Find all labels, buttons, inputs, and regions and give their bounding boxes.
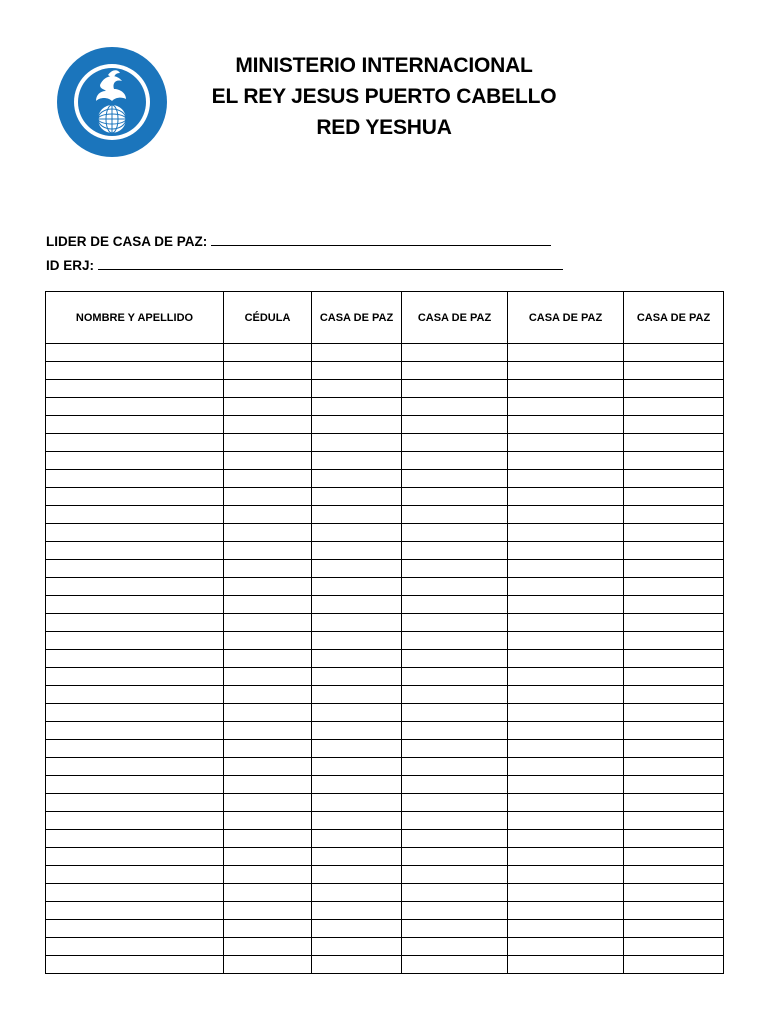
table-cell[interactable] [624,668,724,686]
table-row [46,344,724,362]
table-cell[interactable] [224,578,312,596]
table-cell[interactable] [508,398,624,416]
table-cell[interactable] [224,542,312,560]
roster-table [45,291,724,974]
table-row [46,362,724,380]
table-row [46,668,724,686]
header-casa-de-paz-3: CASA DE PAZ [508,292,624,344]
table-row [46,488,724,506]
table-cell[interactable] [402,704,508,722]
table-cell[interactable] [46,398,224,416]
table-cell[interactable] [624,614,724,632]
table-row [46,830,724,848]
table-cell[interactable] [402,902,508,920]
table-cell[interactable] [508,830,624,848]
table-cell[interactable] [224,830,312,848]
table-cell[interactable] [46,596,224,614]
table-cell[interactable] [312,866,402,884]
table-cell[interactable] [224,704,312,722]
table-cell[interactable] [624,722,724,740]
table-row [46,758,724,776]
table-cell[interactable] [624,830,724,848]
table-cell[interactable] [224,362,312,380]
table-cell[interactable] [224,884,312,902]
table-cell[interactable] [312,596,402,614]
table-cell[interactable] [508,686,624,704]
table-cell[interactable] [508,866,624,884]
table-row [46,740,724,758]
table-row [46,560,724,578]
title-line-2: EL REY JESUS PUERTO CABELLO [211,85,557,108]
table-row [46,920,724,938]
table-cell[interactable] [312,668,402,686]
table-row [46,776,724,794]
table-row [46,866,724,884]
table-cell[interactable] [312,758,402,776]
table-cell[interactable] [508,956,624,974]
table-cell[interactable] [46,362,224,380]
table-cell[interactable] [402,380,508,398]
table-cell[interactable] [46,578,224,596]
table-cell[interactable] [402,650,508,668]
table-cell[interactable] [224,524,312,542]
table-cell[interactable] [46,344,224,362]
table-cell[interactable] [508,488,624,506]
document-title [150,50,618,143]
table-cell[interactable] [624,956,724,974]
table-cell[interactable] [46,416,224,434]
table-cell[interactable] [624,686,724,704]
table-cell[interactable] [402,434,508,452]
table-cell[interactable] [402,830,508,848]
table-cell[interactable] [402,470,508,488]
table-cell[interactable] [46,938,224,956]
lider-field [46,233,551,249]
table-cell[interactable] [402,668,508,686]
table-cell[interactable] [224,632,312,650]
table-cell[interactable] [46,758,224,776]
table-cell[interactable] [402,452,508,470]
table-cell[interactable] [624,794,724,812]
table-cell[interactable] [402,938,508,956]
table-cell[interactable] [46,866,224,884]
table-cell[interactable] [312,398,402,416]
table-cell[interactable] [624,452,724,470]
table-cell[interactable] [508,812,624,830]
table-cell[interactable] [624,740,724,758]
table-cell[interactable] [312,470,402,488]
table-cell[interactable] [508,884,624,902]
table-cell[interactable] [312,488,402,506]
table-cell[interactable] [624,866,724,884]
table-cell[interactable] [312,704,402,722]
table-cell[interactable] [46,902,224,920]
table-cell[interactable] [312,920,402,938]
table-cell[interactable] [224,776,312,794]
table-row [46,848,724,866]
table-cell[interactable] [624,848,724,866]
table-cell[interactable] [46,506,224,524]
table-row [46,956,724,974]
table-cell[interactable] [312,344,402,362]
table-cell[interactable] [508,578,624,596]
table-cell[interactable] [508,524,624,542]
header-casa-de-paz-2: CASA DE PAZ [402,292,508,344]
table-cell[interactable] [508,614,624,632]
table-cell[interactable] [508,632,624,650]
table-cell[interactable] [624,938,724,956]
id-erj-blank-line[interactable] [98,257,563,270]
table-cell[interactable] [312,776,402,794]
id-erj-field [46,257,563,273]
table-cell[interactable] [224,686,312,704]
table-cell[interactable] [46,830,224,848]
table-cell[interactable] [46,812,224,830]
table-cell[interactable] [402,794,508,812]
table-cell[interactable] [46,488,224,506]
table-row [46,380,724,398]
table-cell[interactable] [402,398,508,416]
table-cell[interactable] [508,758,624,776]
table-cell[interactable] [624,596,724,614]
table-cell[interactable] [46,632,224,650]
table-cell[interactable] [402,488,508,506]
table-cell[interactable] [624,578,724,596]
table-cell[interactable] [46,686,224,704]
table-cell[interactable] [224,614,312,632]
table-cell[interactable] [224,758,312,776]
table-row [46,902,724,920]
table-cell[interactable] [508,794,624,812]
table-cell[interactable] [508,542,624,560]
table-cell[interactable] [624,902,724,920]
table-cell[interactable] [624,560,724,578]
table-cell[interactable] [46,650,224,668]
table-cell[interactable] [224,848,312,866]
table-cell[interactable] [312,506,402,524]
table-cell[interactable] [624,632,724,650]
table-cell[interactable] [224,398,312,416]
table-cell[interactable] [46,884,224,902]
table-cell[interactable] [624,920,724,938]
table-cell[interactable] [402,614,508,632]
table-cell[interactable] [312,848,402,866]
header-cedula: CÉDULA [224,292,312,344]
table-body [46,344,724,974]
table-cell[interactable] [312,740,402,758]
table-cell[interactable] [624,776,724,794]
table-cell[interactable] [402,686,508,704]
table-cell[interactable] [46,524,224,542]
table-cell[interactable] [508,452,624,470]
table-cell[interactable] [508,722,624,740]
table-cell[interactable] [624,488,724,506]
header-casa-de-paz-4: CASA DE PAZ [624,292,724,344]
table-cell[interactable] [224,506,312,524]
table-cell[interactable] [46,470,224,488]
table-cell[interactable] [402,866,508,884]
table-cell[interactable] [624,380,724,398]
table-cell[interactable] [624,362,724,380]
table-cell[interactable] [402,344,508,362]
table-cell[interactable] [312,542,402,560]
table-cell[interactable] [624,704,724,722]
table-cell[interactable] [402,884,508,902]
table-cell[interactable] [402,524,508,542]
table-cell[interactable] [624,344,724,362]
table-cell[interactable] [46,614,224,632]
table-row [46,596,724,614]
table-row [46,722,724,740]
table-cell[interactable] [312,614,402,632]
table-cell[interactable] [508,920,624,938]
table-cell[interactable] [224,344,312,362]
table-cell[interactable] [224,938,312,956]
table-cell[interactable] [508,776,624,794]
table-cell[interactable] [46,956,224,974]
table-cell[interactable] [624,542,724,560]
table-cell[interactable] [312,938,402,956]
table-cell[interactable] [46,704,224,722]
table-cell[interactable] [312,650,402,668]
table-cell[interactable] [224,596,312,614]
table-cell[interactable] [224,956,312,974]
table-cell[interactable] [508,416,624,434]
table-cell[interactable] [402,956,508,974]
table-cell[interactable] [312,902,402,920]
table-cell[interactable] [402,416,508,434]
table-row [46,614,724,632]
table-cell[interactable] [224,452,312,470]
table-cell[interactable] [224,434,312,452]
table-cell[interactable] [312,452,402,470]
table-cell[interactable] [402,632,508,650]
header-nombre-apellido: NOMBRE Y APELLIDO [46,292,224,344]
table-cell[interactable] [624,506,724,524]
table-cell[interactable] [312,686,402,704]
table-cell[interactable] [46,560,224,578]
table-cell[interactable] [224,902,312,920]
table-cell[interactable] [224,794,312,812]
table-cell[interactable] [312,794,402,812]
table-cell[interactable] [46,740,224,758]
table-cell[interactable] [224,560,312,578]
table-cell[interactable] [508,740,624,758]
table-cell[interactable] [402,776,508,794]
lider-blank-line[interactable] [211,233,551,246]
table-cell[interactable] [508,434,624,452]
table-row [46,398,724,416]
lider-label: LIDER DE CASA DE PAZ: [46,234,208,249]
table-cell[interactable] [46,434,224,452]
header-casa-de-paz-1: CASA DE PAZ [312,292,402,344]
table-cell[interactable] [46,920,224,938]
table-cell[interactable] [224,380,312,398]
table-cell[interactable] [312,380,402,398]
table-cell[interactable] [508,704,624,722]
table-row [46,506,724,524]
table-cell[interactable] [46,668,224,686]
table-cell[interactable] [312,578,402,596]
table-cell[interactable] [624,434,724,452]
table-cell[interactable] [508,596,624,614]
table-cell[interactable] [224,740,312,758]
table-row [46,632,724,650]
table-cell[interactable] [508,470,624,488]
title-line-1: MINISTERIO INTERNACIONAL [235,54,533,77]
table-cell[interactable] [46,722,224,740]
table-cell[interactable] [312,524,402,542]
table-cell[interactable] [312,884,402,902]
table-cell[interactable] [224,650,312,668]
table-row [46,704,724,722]
table-row [46,416,724,434]
table-cell[interactable] [402,740,508,758]
table-cell[interactable] [624,398,724,416]
table-cell[interactable] [402,542,508,560]
table-cell[interactable] [508,362,624,380]
table-cell[interactable] [224,668,312,686]
table-cell[interactable] [312,434,402,452]
table-cell[interactable] [624,524,724,542]
table-cell[interactable] [402,920,508,938]
table-cell[interactable] [312,722,402,740]
table-cell[interactable] [508,668,624,686]
table-row [46,650,724,668]
id-erj-label: ID ERJ: [46,258,95,273]
table-cell[interactable] [46,380,224,398]
table-cell[interactable] [624,884,724,902]
table-cell[interactable] [312,830,402,848]
table-cell[interactable] [508,650,624,668]
table-cell[interactable] [312,560,402,578]
table-row [46,812,724,830]
table-cell[interactable] [312,362,402,380]
table-row [46,686,724,704]
table-row [46,524,724,542]
table-cell[interactable] [624,812,724,830]
table-cell[interactable] [402,362,508,380]
table-cell[interactable] [224,488,312,506]
table-cell[interactable] [224,416,312,434]
table-cell[interactable] [624,650,724,668]
table-row [46,794,724,812]
table-cell[interactable] [46,776,224,794]
title-line-3: RED YESHUA [316,116,452,139]
table-header-row [46,292,724,344]
table-cell[interactable] [224,722,312,740]
table-cell[interactable] [402,578,508,596]
table-cell[interactable] [624,416,724,434]
table-cell[interactable] [402,506,508,524]
table-cell[interactable] [508,506,624,524]
table-cell[interactable] [624,758,724,776]
table-cell[interactable] [46,452,224,470]
table-cell[interactable] [312,812,402,830]
table-cell[interactable] [508,560,624,578]
table-cell[interactable] [508,938,624,956]
table-cell[interactable] [224,812,312,830]
table-cell[interactable] [312,632,402,650]
table-row [46,884,724,902]
table-row [46,470,724,488]
table-cell[interactable] [402,596,508,614]
table-cell[interactable] [508,902,624,920]
table-cell[interactable] [224,920,312,938]
table-row [46,938,724,956]
table-cell[interactable] [402,758,508,776]
table-cell[interactable] [508,848,624,866]
table-cell[interactable] [312,956,402,974]
table-row [46,452,724,470]
table-cell[interactable] [224,866,312,884]
table-row [46,542,724,560]
table-row [46,434,724,452]
table-cell[interactable] [402,812,508,830]
table-cell[interactable] [402,560,508,578]
table-cell[interactable] [402,848,508,866]
table-cell[interactable] [624,470,724,488]
table-cell[interactable] [508,380,624,398]
table-cell[interactable] [402,722,508,740]
table-cell[interactable] [508,344,624,362]
table-cell[interactable] [46,794,224,812]
table-cell[interactable] [46,542,224,560]
table-cell[interactable] [46,848,224,866]
table-cell[interactable] [312,416,402,434]
table-cell[interactable] [224,470,312,488]
table-row [46,578,724,596]
